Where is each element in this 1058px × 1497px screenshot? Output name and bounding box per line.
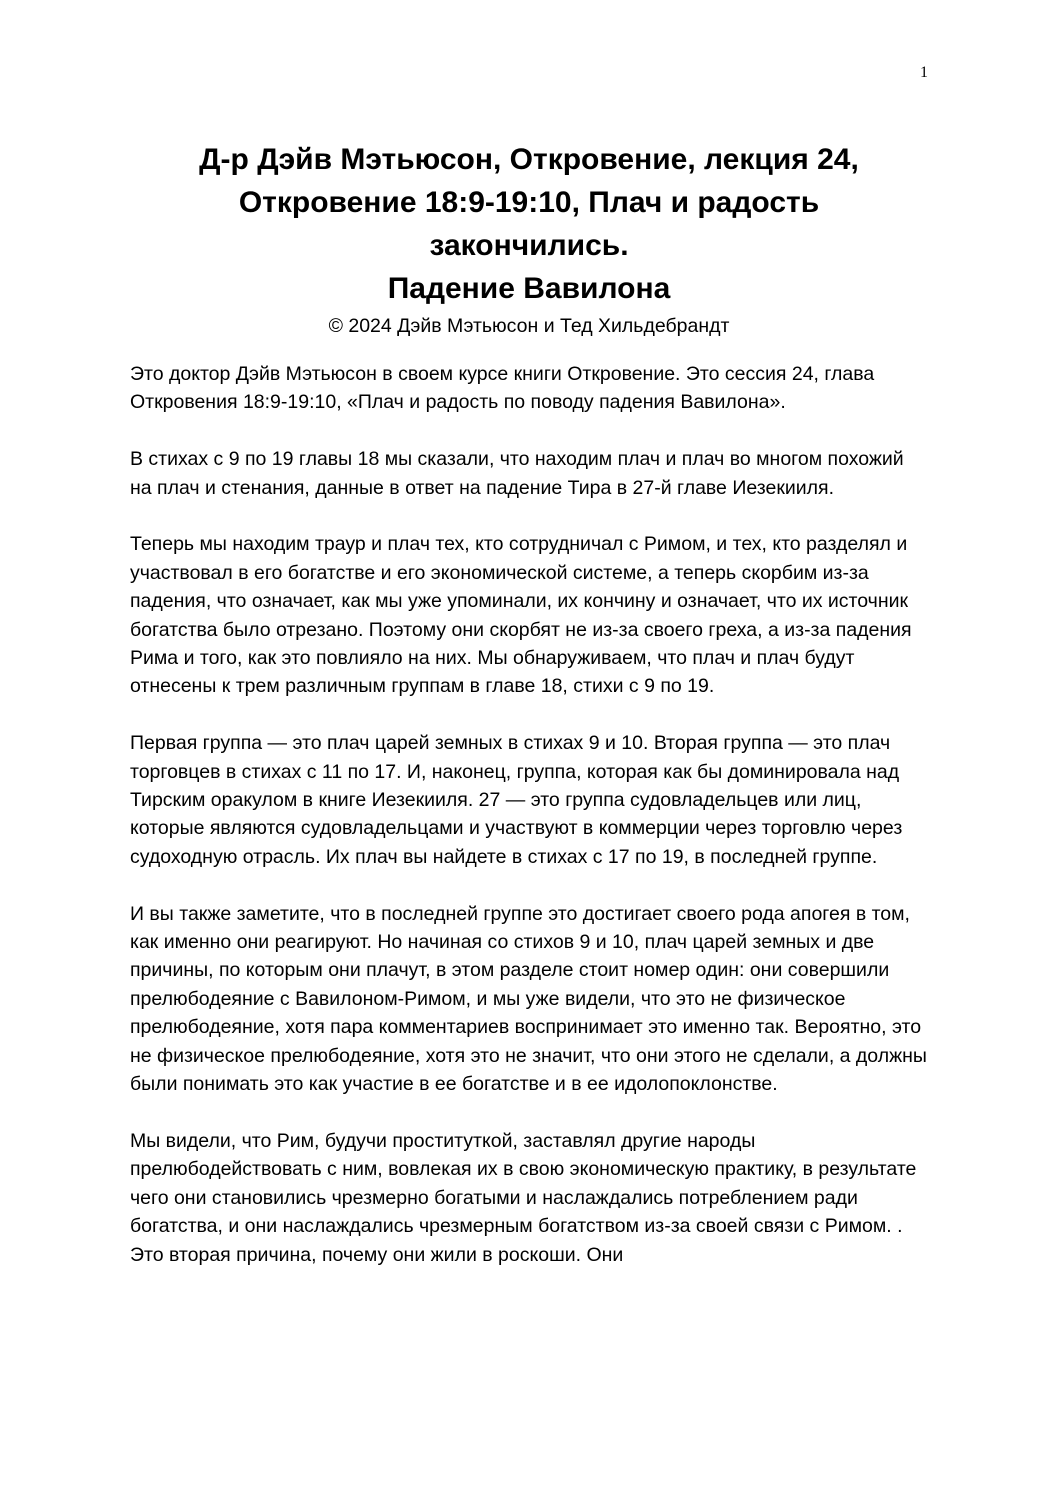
title-line-4: Падение Вавилона bbox=[387, 272, 671, 305]
paragraph-4: Первая группа — это плач царей земных в стихах 9 и 10. Вторая группа — это плач торговцев в стихах с 11 по 17. И, наконец, группа, которая как бы доминировала над Тирским оракулом в книге Иезекииля. 27 — это группа судовладельцев или лиц, которые являются судовладельцами и участвуют в коммерции через торговлю через судоходную отрасль. Их плач вы найдете в стихах с 17 по 19, в последней группе. bbox=[130, 732, 903, 868]
page-number: 1 bbox=[920, 64, 928, 81]
title-line-3: закончились. bbox=[429, 229, 629, 262]
paragraph-5: И вы также заметите, что в последней группе это достигает своего рода апогея в том, как именно они реагируют. Но начиная со стихов 9 и 10, плач царей земных и две причины, по которым они плачут, в этом разделе стоит номер один: они совершили прелюбодеяние с Вавилоном-Римом, и мы уже видели, что это не физическое прелюбодеяние, хотя пара комментариев воспринимает это именно так. Вероятно, это не физическое прелюбодеяние, хотя это не значит, что они этого не сделали, а должны были понимать это как участие в ее богатстве и в ее идолопоклонстве. bbox=[130, 902, 927, 1096]
title-line-1: Д-р Дэйв Мэтьюсон, Откровение, лекция 24, bbox=[199, 143, 859, 176]
paragraph-2: В стихах с 9 по 19 главы 18 мы сказали, что находим плач и плач во многом похожий на плач и стенания, данные в ответ на падение Тира в 27-й главе Иезекииля. bbox=[130, 448, 904, 499]
paragraph-3: Теперь мы находим траур и плач тех, кто сотрудничал с Римом, и тех, кто разделял и участвовал в его богатстве и его экономической системе, а теперь скорбим из-за падения, что означает, как мы уже упоминали, их кончину и означает, что их источник богатства было отрезано. Поэтому они скорбят не из-за своего греха, а из-за падения Рима и того, как это повлияло на них. Мы обнаруживаем, что плач и плач будут отнесены к трем различным группам в главе 18, стихи с 9 по 19. bbox=[130, 533, 912, 698]
paragraph-6: Мы видели, что Рим, будучи проституткой, заставлял другие народы прелюбодействовать с ним, вовлекая их в свою экономическую практику, в результате чего они становились чрезмерно богатыми и наслаждались потреблением ради богатства, и они наслаждались чрезмерным богатством из-за своей связи с Римом. . Это вторая причина, почему они жили в роскоши. Они bbox=[130, 1129, 917, 1266]
title-line-2: Откровение 18:9-19:10, Плач и радость bbox=[238, 186, 820, 219]
document-header bbox=[130, 138, 928, 340]
copyright-notice: © 2024 Дэйв Мэтьюсон и Тед Хильдебрандт bbox=[328, 315, 730, 337]
document-body bbox=[130, 360, 930, 1297]
paragraph-1: Это доктор Дэйв Мэтьюсон в своем курсе книги Откровение. Это сессия 24, глава Откровения 18:9-19:10, «Плач и радость по поводу падения Вавилона». bbox=[130, 363, 875, 414]
